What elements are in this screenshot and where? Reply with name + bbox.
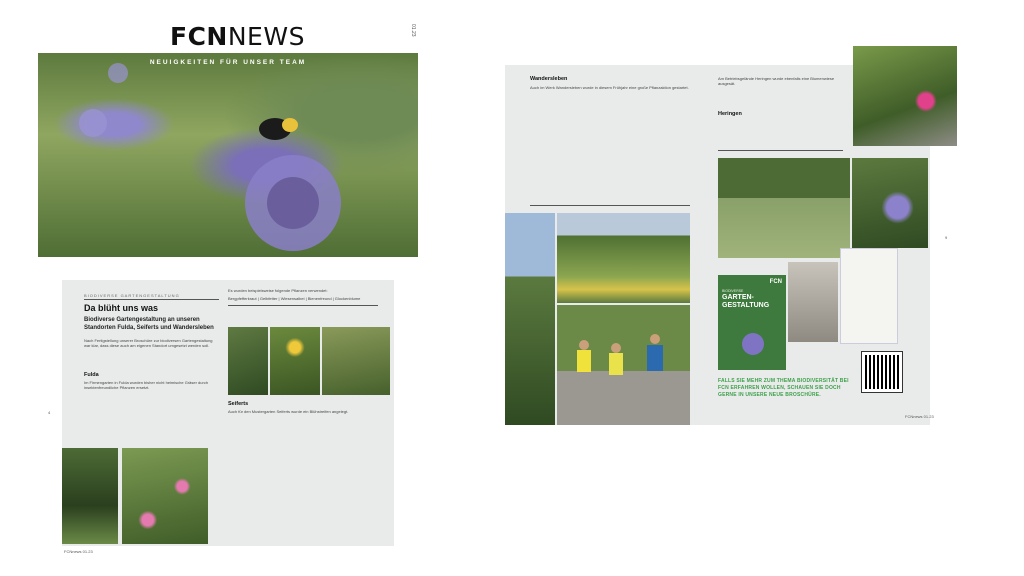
divider: [530, 205, 690, 206]
brochure-page: [840, 248, 898, 344]
qr-code[interactable]: [862, 352, 902, 392]
article-title: Da blüht uns was: [84, 303, 159, 313]
intro-text: Nach Fertigstellung unserer Broschüre zur biodiversen Gartengestaltung war klar, dass diese auch am eigenen Standort umgesetzt werden soll.: [84, 338, 213, 348]
heringen-heading: Heringen: [718, 111, 742, 117]
plants-list: Bergpfefferkraut | Gelbfetter | Wiesensalbei | Bienenfreund | Glockenblume: [228, 296, 361, 301]
divider: [228, 305, 378, 306]
brochure-label: BIODIVERSE: [722, 289, 744, 293]
seiferts-text: Auch für den Mustergarten Seiferts wurde ein Blühstreifen angelegt.: [228, 409, 349, 414]
brand-bold: FCN: [170, 22, 228, 51]
fulda-heading: Fulda: [84, 372, 99, 378]
flowers-photo: [270, 327, 320, 395]
team-figures: [557, 305, 690, 425]
flower-illustration: [38, 53, 418, 257]
bee-flower-photo: [852, 158, 928, 248]
hero-photo: [38, 53, 418, 257]
seiferts-heading: Seiferts: [228, 401, 249, 407]
fulda-text: Im Firmengarten in Fulda wurden bisher nicht heimische Gräser durch insektenfreundliche Pflanzen ersetzt.: [84, 380, 209, 390]
issue-number: 01.23: [410, 24, 416, 37]
garden-path-photo: [557, 213, 690, 303]
page-number-left: 4: [48, 410, 51, 415]
wandersleben-heading: Wandersleben: [530, 76, 568, 82]
tagline: NEUIGKEITEN FÜR UNSER TEAM: [149, 59, 307, 66]
garden-bed-photo: [322, 327, 390, 395]
divider: [718, 150, 843, 151]
footer-left: FCNnews 01.23: [64, 549, 93, 554]
masthead-logo: [170, 22, 305, 51]
brochure-title: GARTEN-GESTALTUNG: [722, 294, 770, 309]
tree-photo: [62, 448, 118, 544]
planting-note: Am Betriebsgelände Heringen wurde ebenfalls eine Blumenwiese ausgesät.: [718, 76, 835, 86]
brochure-cover: [718, 275, 786, 370]
divider: [84, 299, 219, 300]
meadow-photo: [718, 158, 850, 258]
pink-plant-photo: [853, 46, 957, 146]
team-photo: [557, 305, 690, 425]
tower-photo: [505, 213, 555, 425]
brochure-cta: FALLS SIE MEHR ZUM THEMA BIODIVERSITÄT BEI FCN ERFAHREN WOLLEN, SCHAUEN SIE DOCH GERNE IN UNSERE NEUE BROSCHÜRE.: [718, 378, 849, 398]
brochure-brand: FCN: [769, 279, 782, 285]
article-subtitle: Biodiverse Gartengestaltung an unseren Standorten Fulda, Seiferts und Wandersleben: [84, 317, 214, 331]
garden-photo: [228, 327, 268, 395]
brochure-spread: [788, 262, 838, 342]
plants-intro: Es wurden beispielsweise folgende Pflanzen verwendet:: [228, 288, 328, 293]
wandersleben-text: Auch im Werk Wandersleben wurde in diesem Frühjahr eine große Pflanzaktion gestartet.: [530, 85, 689, 90]
section-label: BIODIVERSE GARTENGESTALTUNG: [84, 293, 180, 298]
page-number-right: 9: [945, 235, 948, 240]
footer-right: FCNnews 01.23: [905, 414, 934, 419]
pink-flowers-photo: [122, 448, 208, 544]
brochure-flower: [742, 333, 764, 355]
brand-thin: NEWS: [227, 22, 305, 51]
